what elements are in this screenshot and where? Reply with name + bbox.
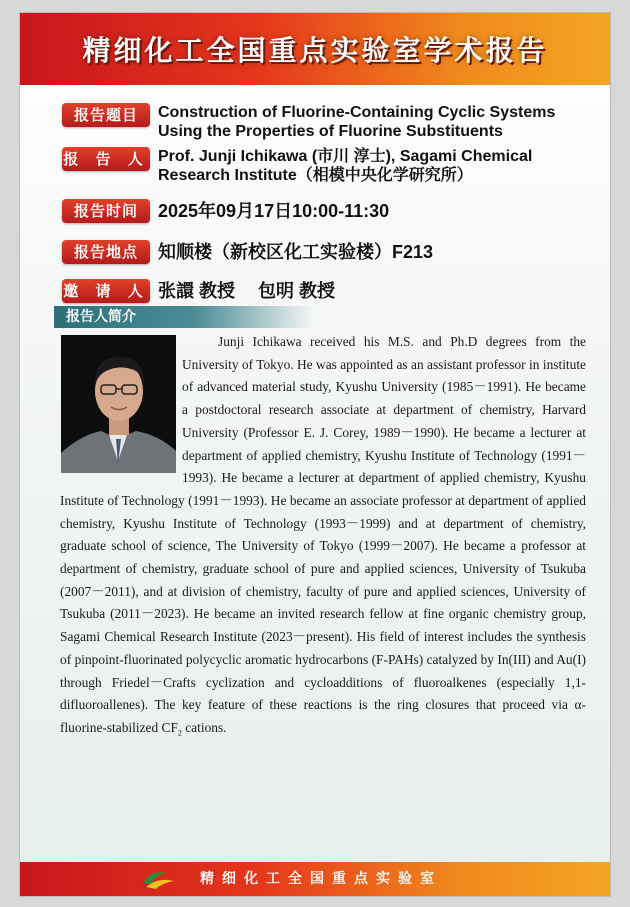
host-row bbox=[62, 279, 588, 303]
venue-value: 知顺楼（新校区化工实验楼）F213 bbox=[158, 242, 434, 262]
lab-logo-icon bbox=[136, 867, 180, 891]
intro-header bbox=[54, 306, 314, 328]
speaker-row bbox=[62, 147, 588, 185]
speaker-value: Prof. Junji Ichikawa (市川 淳士), Sagami Chemical Research Institute（相模中央化学研究所） bbox=[158, 148, 533, 184]
header-banner bbox=[20, 13, 610, 85]
host-label: 邀 请 人 bbox=[62, 279, 150, 303]
bio-subscript: 2 bbox=[177, 728, 182, 738]
footer-banner bbox=[20, 862, 610, 896]
venue-row bbox=[62, 240, 588, 264]
bio-text-end: cations. bbox=[181, 719, 227, 735]
poster bbox=[20, 13, 610, 896]
topic-value: Construction of Fluorine-Containing Cyclic Systems Using the Properties of Fluorine Substituents bbox=[158, 104, 556, 140]
speaker-label: 报 告 人 bbox=[62, 147, 150, 171]
intro-label: 报告人简介 bbox=[66, 309, 136, 325]
host-value: 张譞 教授 包明 教授 bbox=[158, 281, 336, 301]
topic-row bbox=[62, 103, 588, 141]
bio-text: Junji Ichikawa received his M.S. and Ph.D degrees from the University of Tokyo. He was appointed as an assistant professor in institute of advanced material study, Kyushu University (1985－1991). He became a postdoctoral research associate at department of chemistry, Harvard University (Professor E. J. Corey, 1989－1990). He became a lecturer at department of applied chemistry, Kyushu Institute of Technology (1991－1993). He became a lecturer at department of applied chemistry, Kyushu Institute of Technology (1991－1993). He became an associate professor at department of applied chemistry, Kyushu Institute of Technology (1993－1999) and at department of chemistry, graduate school of science, The University of Tokyo (1999－2007). He became a professor at department of chemistry, graduate school of pure and applied sciences, University of Tsukuba (2007－2011), and at division of chemistry, faculty of pure and applied sciences, University of Tsukuba (2011－2023). He became an invited research fellow at fine organic chemistry group, Sagami Chemical Research Institute (2023－present). His field of interest includes the synthesis of pinpoint-fluorinated polycyclic aromatic hydrocarbons (F-PAHs) catalyzed by In(III) and Au(I) through Friedel－Crafts cyclization and cycloadditions of fluoroalkenes (especially 1,1-difluoroallenes). The key feature of these reactions is the ring closures that proceed via α-fluorine-stabilized CF bbox=[60, 334, 586, 735]
speaker-bio bbox=[60, 331, 586, 745]
venue-label: 报告地点 bbox=[62, 240, 150, 264]
poster-title: 精细化工全国重点实验室学术报告 bbox=[82, 34, 548, 67]
time-label: 报告时间 bbox=[62, 199, 150, 223]
time-value: 2025年09月17日10:00-11:30 bbox=[158, 201, 390, 221]
time-row bbox=[62, 199, 588, 223]
topic-label: 报告题目 bbox=[62, 103, 150, 127]
footer-text: 精细化工全国重点实验室 bbox=[200, 871, 442, 887]
